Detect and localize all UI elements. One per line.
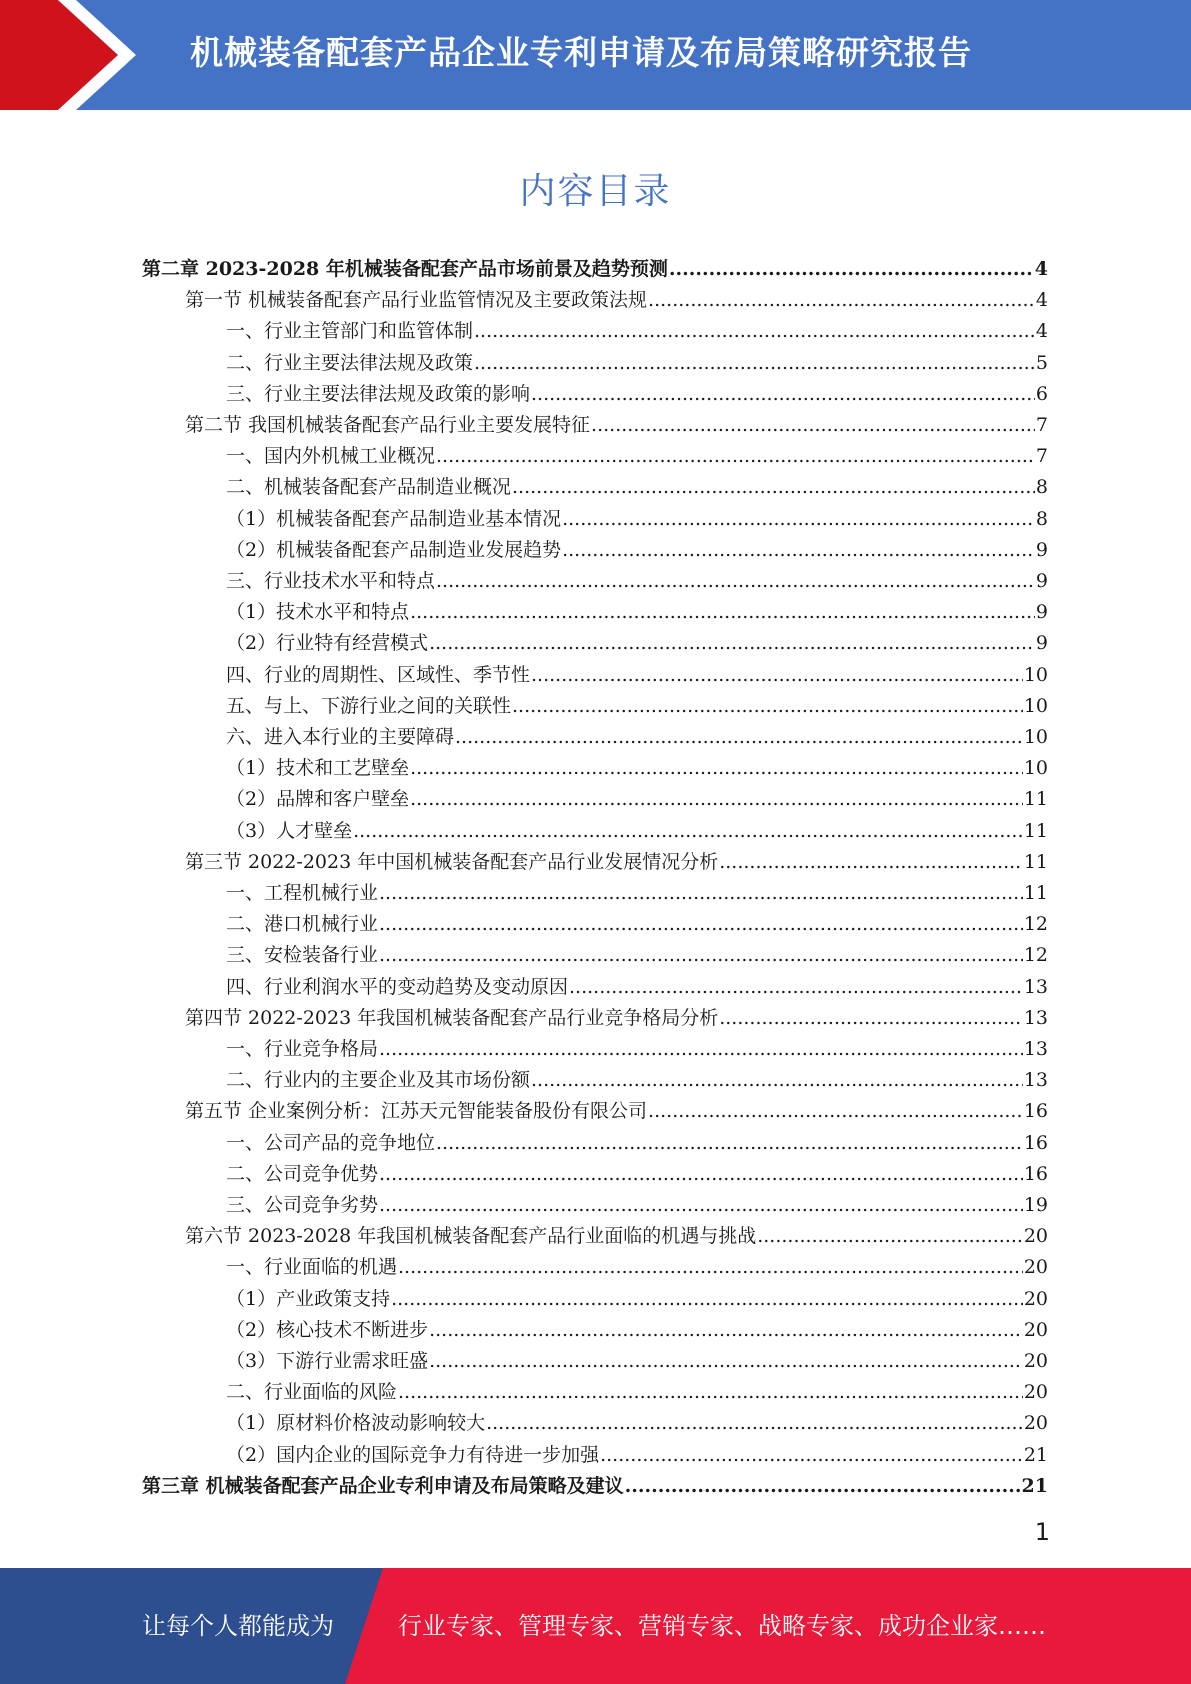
toc-leader-dots bbox=[436, 1128, 1023, 1158]
toc-leader-dots bbox=[719, 1003, 1023, 1033]
toc-leader-dots bbox=[398, 1252, 1023, 1282]
toc-entry-title: （1）技术水平和特点 bbox=[226, 601, 410, 624]
toc-entry[interactable] bbox=[226, 348, 1048, 378]
toc-entry-title: （3）人才壁垒 bbox=[226, 819, 353, 842]
report-title: 机械装备配套产品企业专利申请及布局策略研究报告 bbox=[190, 33, 972, 72]
toc-leader-dots bbox=[474, 348, 1035, 378]
toc-entry[interactable] bbox=[226, 972, 1048, 1002]
toc-entry-page: 10 bbox=[1023, 694, 1048, 717]
toc-entry-title: （2）品牌和客户壁垒 bbox=[226, 788, 410, 811]
toc-leader-dots bbox=[379, 878, 1023, 908]
toc-entry-title: 六、进入本行业的主要障碍 bbox=[226, 726, 455, 748]
toc-entry[interactable] bbox=[185, 285, 1048, 315]
toc-entry[interactable] bbox=[226, 1408, 1048, 1438]
toc-entry[interactable] bbox=[226, 504, 1048, 534]
toc-entry[interactable] bbox=[226, 816, 1048, 846]
toc-entry-page: 13 bbox=[1023, 975, 1048, 998]
toc-entry[interactable] bbox=[226, 940, 1048, 970]
toc-entry[interactable] bbox=[226, 1065, 1048, 1095]
toc-entry[interactable] bbox=[226, 566, 1048, 596]
toc-entry-title: 三、行业主要法律法规及政策的影响 bbox=[226, 382, 531, 405]
toc-entry-title: 第二节 我国机械装备配套产品行业主要发展特征 bbox=[185, 414, 591, 436]
toc-entry-title: 一、公司产品的竞争地位 bbox=[226, 1131, 436, 1154]
toc-entry[interactable] bbox=[226, 1377, 1048, 1407]
toc-entry-title: 二、港口机械行业 bbox=[226, 913, 379, 936]
toc-leader-dots bbox=[648, 1096, 1023, 1126]
toc-leader-dots bbox=[531, 379, 1035, 409]
toc-entry[interactable] bbox=[226, 753, 1048, 783]
toc-entry-page: 13 bbox=[1023, 1006, 1048, 1029]
toc-entry-page: 9 bbox=[1035, 570, 1048, 592]
toc-entry-page: 9 bbox=[1035, 632, 1048, 655]
toc-leader-dots bbox=[562, 504, 1035, 534]
toc-entry[interactable] bbox=[185, 1003, 1048, 1033]
toc-entry[interactable] bbox=[226, 1190, 1048, 1220]
footer-slogan-roles: 行业专家、管理专家、营销专家、战略专家、成功企业家…… bbox=[398, 1612, 1046, 1640]
toc-entry-page: 9 bbox=[1035, 538, 1048, 561]
toc-entry[interactable] bbox=[226, 316, 1048, 346]
toc-entry-title: （2）核心技术不断进步 bbox=[226, 1318, 429, 1341]
toc-leader-dots bbox=[591, 410, 1035, 440]
toc-entry-page: 13 bbox=[1023, 1038, 1048, 1060]
toc-entry-title: 一、行业竞争格局 bbox=[226, 1038, 379, 1060]
toc-entry-title: 第三章 机械装备配套产品企业专利申请及布局策略及建议 bbox=[142, 1474, 624, 1497]
toc-entry-page: 10 bbox=[1023, 663, 1048, 686]
toc-entry[interactable] bbox=[226, 1315, 1048, 1345]
toc-entry-page: 6 bbox=[1035, 382, 1048, 405]
toc-leader-dots bbox=[474, 316, 1035, 346]
toc-leader-dots bbox=[531, 1065, 1023, 1095]
toc-entry[interactable] bbox=[226, 691, 1048, 721]
toc-entry-title: （2）行业特有经营模式 bbox=[226, 632, 429, 655]
toc-entry[interactable] bbox=[226, 1159, 1048, 1189]
toc-entry-title: 第四节 2022-2023 年我国机械装备配套产品行业竞争格局分析 bbox=[185, 1006, 719, 1029]
toc-entry-page: 19 bbox=[1023, 1194, 1048, 1216]
toc-entry-page: 21 bbox=[1023, 1443, 1048, 1466]
toc-entry-page: 10 bbox=[1023, 757, 1048, 780]
toc-entry-title: （1）技术和工艺壁垒 bbox=[226, 757, 410, 780]
toc-entry-page: 12 bbox=[1023, 913, 1048, 936]
toc-leader-dots bbox=[379, 909, 1023, 939]
toc-entry-page: 20 bbox=[1023, 1381, 1048, 1404]
toc-leader-dots bbox=[719, 847, 1023, 877]
toc-leader-dots bbox=[757, 1221, 1023, 1251]
toc-entry-page: 11 bbox=[1023, 788, 1048, 811]
toc-leader-dots bbox=[353, 816, 1023, 846]
toc-entry[interactable] bbox=[226, 784, 1048, 814]
toc-entry-page: 11 bbox=[1023, 850, 1048, 873]
toc-entry-title: 一、行业主管部门和监管体制 bbox=[226, 320, 474, 343]
toc-entry-page: 7 bbox=[1035, 445, 1048, 468]
toc-entry-page: 4 bbox=[1034, 258, 1048, 280]
toc-entry[interactable] bbox=[142, 254, 1048, 284]
toc-entry-title: 第六节 2023-2028 年我国机械装备配套产品行业面临的机遇与挑战 bbox=[185, 1225, 757, 1248]
toc-entry-page: 4 bbox=[1035, 320, 1048, 343]
toc-entry-title: 二、行业面临的风险 bbox=[226, 1381, 398, 1404]
toc-entry[interactable] bbox=[226, 722, 1048, 752]
toc-entry-page: 5 bbox=[1035, 351, 1048, 374]
toc-entry[interactable] bbox=[226, 1034, 1048, 1064]
toc-entry-title: （1）机械装备配套产品制造业基本情况 bbox=[226, 507, 562, 530]
toc-entry-title: （2）国内企业的国际竞争力有待进一步加强 bbox=[226, 1443, 600, 1466]
toc-entry-page: 13 bbox=[1023, 1069, 1048, 1092]
page-number: 1 bbox=[1034, 1518, 1050, 1546]
toc-entry-page: 8 bbox=[1035, 476, 1048, 499]
toc-entry-page: 20 bbox=[1023, 1225, 1048, 1248]
toc-leader-dots bbox=[379, 1034, 1023, 1064]
header-red-chevron bbox=[0, 0, 150, 110]
toc-leader-dots bbox=[569, 972, 1023, 1002]
toc-entry-page: 4 bbox=[1035, 289, 1048, 312]
toc-leader-dots bbox=[410, 597, 1035, 627]
toc-leader-dots bbox=[429, 1315, 1023, 1345]
toc-entry-title: 四、行业利润水平的变动趋势及变动原因 bbox=[226, 975, 569, 998]
toc-leader-dots bbox=[429, 1346, 1023, 1376]
toc-entry-page: 20 bbox=[1023, 1412, 1048, 1435]
toc-entry-page: 16 bbox=[1023, 1162, 1048, 1185]
toc-entry[interactable] bbox=[226, 1440, 1048, 1470]
toc-leader-dots bbox=[398, 1377, 1023, 1407]
toc-leader-dots bbox=[429, 628, 1035, 658]
toc-entry-title: 二、行业主要法律法规及政策 bbox=[226, 351, 474, 374]
toc-entry-title: 二、行业内的主要企业及其市场份额 bbox=[226, 1069, 531, 1092]
toc-leader-dots bbox=[379, 1190, 1023, 1220]
toc-heading: 内容目录 bbox=[519, 171, 672, 212]
toc-entry-title: 第一节 机械装备配套产品行业监管情况及主要政策法规 bbox=[185, 289, 648, 312]
toc-entry[interactable] bbox=[226, 909, 1048, 939]
toc-entry-page: 16 bbox=[1023, 1131, 1048, 1154]
toc-entry[interactable] bbox=[185, 1096, 1048, 1126]
toc-entry[interactable] bbox=[185, 847, 1048, 877]
toc-entry[interactable] bbox=[142, 1471, 1048, 1501]
toc-entry[interactable] bbox=[226, 1346, 1048, 1376]
toc-leader-dots bbox=[562, 535, 1035, 565]
toc-leader-dots bbox=[379, 1159, 1023, 1189]
toc-leader-dots bbox=[625, 1471, 1021, 1501]
toc-leader-dots bbox=[531, 660, 1023, 690]
toc-entry-title: 三、行业技术水平和特点 bbox=[226, 570, 436, 592]
toc-leader-dots bbox=[436, 566, 1035, 596]
toc-entry-page: 10 bbox=[1023, 726, 1048, 748]
report-footer bbox=[0, 1568, 1191, 1684]
toc-entry-title: 第五节 企业案例分析：江苏天元智能装备股份有限公司 bbox=[185, 1100, 648, 1123]
toc-leader-dots bbox=[410, 784, 1023, 814]
toc-entry-title: 二、机械装备配套产品制造业概况 bbox=[226, 476, 512, 499]
toc-entry-page: 9 bbox=[1035, 601, 1048, 624]
toc-leader-dots bbox=[391, 1284, 1023, 1314]
toc-entry-title: 三、公司竞争劣势 bbox=[226, 1194, 379, 1216]
toc-entry[interactable] bbox=[226, 379, 1048, 409]
toc-entry-page: 20 bbox=[1023, 1287, 1048, 1310]
toc-entry[interactable] bbox=[226, 878, 1048, 908]
footer-slogan-lead: 让每个人都能成为 bbox=[142, 1612, 334, 1640]
toc-entry-title: 三、安检装备行业 bbox=[226, 944, 379, 967]
toc-entry-page: 16 bbox=[1023, 1100, 1048, 1123]
toc-entry-page: 12 bbox=[1023, 944, 1048, 967]
toc-leader-dots bbox=[512, 691, 1023, 721]
toc-entry[interactable] bbox=[226, 1128, 1048, 1158]
toc-leader-dots bbox=[669, 254, 1034, 284]
toc-leader-dots bbox=[455, 722, 1023, 752]
toc-leader-dots bbox=[379, 940, 1023, 970]
toc-entry-page: 20 bbox=[1023, 1350, 1048, 1372]
toc-entry-page: 20 bbox=[1023, 1256, 1048, 1279]
toc-entry-title: 二、公司竞争优势 bbox=[226, 1162, 379, 1185]
toc-leader-dots bbox=[410, 753, 1023, 783]
toc-entry-title: 四、行业的周期性、区域性、季节性 bbox=[226, 663, 531, 686]
toc-entry-title: （1）原材料价格波动影响较大 bbox=[226, 1412, 486, 1435]
toc-leader-dots bbox=[512, 472, 1035, 502]
toc-entry[interactable] bbox=[226, 441, 1048, 471]
toc-entry-page: 21 bbox=[1021, 1474, 1048, 1497]
toc-entry-title: （1）产业政策支持 bbox=[226, 1287, 391, 1310]
toc-leader-dots bbox=[436, 441, 1035, 471]
toc-entry-title: 第二章 2023-2028 年机械装备配套产品市场前景及趋势预测 bbox=[142, 258, 668, 280]
toc-entry-title: 五、与上、下游行业之间的关联性 bbox=[226, 694, 512, 717]
toc-entry[interactable] bbox=[185, 410, 1048, 440]
toc-entry-title: （3）下游行业需求旺盛 bbox=[226, 1350, 429, 1372]
toc-entry-page: 7 bbox=[1035, 414, 1048, 436]
toc-entry-title: 第三节 2022-2023 年中国机械装备配套产品行业发展情况分析 bbox=[185, 850, 719, 873]
toc-entry-title: 一、工程机械行业 bbox=[226, 882, 379, 904]
toc-leader-dots bbox=[486, 1408, 1023, 1438]
toc-entry[interactable] bbox=[226, 660, 1048, 690]
toc-leader-dots bbox=[600, 1440, 1023, 1470]
toc-entry-page: 8 bbox=[1035, 507, 1048, 530]
toc-entry-page: 20 bbox=[1023, 1318, 1048, 1341]
toc-entry[interactable] bbox=[226, 1252, 1048, 1282]
toc-leader-dots bbox=[648, 285, 1035, 315]
toc-entry[interactable] bbox=[226, 628, 1048, 658]
toc-entry[interactable] bbox=[226, 472, 1048, 502]
report-header bbox=[0, 0, 1191, 110]
toc-entry-title: 一、行业面临的机遇 bbox=[226, 1256, 398, 1279]
toc-entry-page: 11 bbox=[1023, 882, 1048, 904]
toc-entry[interactable] bbox=[185, 1221, 1048, 1251]
toc-entry[interactable] bbox=[226, 597, 1048, 627]
toc-entry[interactable] bbox=[226, 1284, 1048, 1314]
toc-entry[interactable] bbox=[226, 535, 1048, 565]
toc-entry-page: 11 bbox=[1023, 819, 1048, 842]
toc-entry-title: 一、国内外机械工业概况 bbox=[226, 445, 436, 468]
toc-entry-title: （2）机械装备配套产品制造业发展趋势 bbox=[226, 538, 562, 561]
